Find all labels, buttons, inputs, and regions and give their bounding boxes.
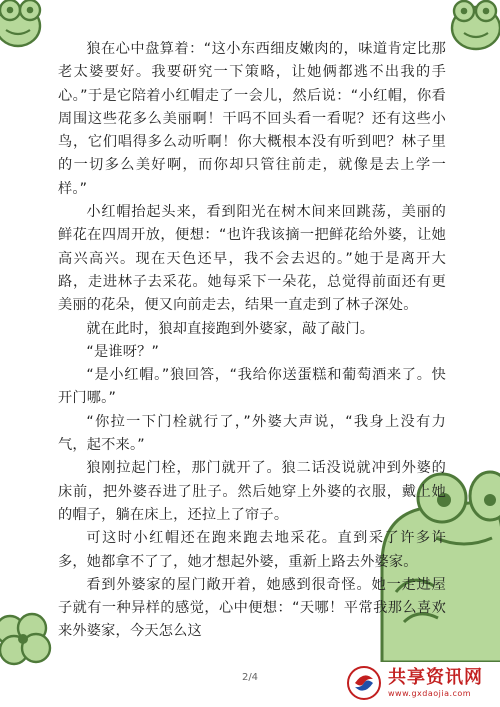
paragraph: 狼刚拉起门栓，那门就开了。狼二话没说就冲到外婆的床前，把外婆吞进了肚子。然后她穿上外婆的衣服，戴上她的帽子，躺在床上，还拉上了帘子。 — [58, 460, 446, 523]
frog-icon-top-right — [440, 0, 500, 56]
watermark-title: 共享资讯网 — [388, 666, 483, 688]
paragraph: 狼在心中盘算着：“这小东西细皮嫩肉的，味道肯定比那老太婆要好。我要研究一下策略，让她俩都逃不出我的手心。”于是它陪着小红帽走了一会儿，然后说：“小红帽，你看周围这些花多么美丽啊！干吗不回头看一看呢？还有这些小鸟，它们唱得多么动听啊！你大概根本没有听到吧？林子里的一切多么美好啊，而你却只管往前走，就像是去上学一样。” — [58, 41, 446, 197]
paragraph: 小红帽抬起头来，看到阳光在树木间来回跳荡，美丽的鲜花在四周开放，便想：“也许我该摘一把鲜花给外婆，让她高兴高兴。现在天色还早，我不会去迟的。”她于是离开大路，走进林子去采花。她每采下一朵花，总觉得前面还有更美丽的花朵，便又向前走去，结果一直走到了林子深处。 — [58, 204, 446, 314]
site-logo-icon — [346, 665, 382, 701]
watermark-url: www.gxdaojia.com — [388, 688, 472, 698]
paragraph: “是谁呀？” — [86, 343, 160, 360]
paragraph: “是小红帽。”狼回答，“我给你送蛋糕和葡萄酒来了。快开门哪。” — [58, 367, 446, 407]
paragraph: 可这时小红帽还在跑来跑去地采花。直到采了许多许多，她都拿不了了，她才想起外婆，重新上路去外婆家。 — [58, 530, 446, 570]
paragraph: 就在此时，狼却直接跑到外婆家，敲了敲门。 — [86, 320, 375, 337]
story-text — [58, 38, 446, 644]
clover-icon-bottom-left — [0, 608, 56, 670]
frog-icon-top-left — [0, 0, 56, 54]
paragraph: 看到外婆家的屋门敞开着，她感到很奇怪。她一走进屋子就有一种异样的感觉，心中便想：“天哪！平常我那么喜欢来外婆家，今天怎么这 — [58, 576, 446, 640]
paragraph: “你拉一下门栓就行了，”外婆大声说，“我身上没有力气，起不来。” — [58, 413, 446, 454]
page-number: 2/4 — [241, 672, 259, 683]
site-watermark — [346, 663, 494, 703]
